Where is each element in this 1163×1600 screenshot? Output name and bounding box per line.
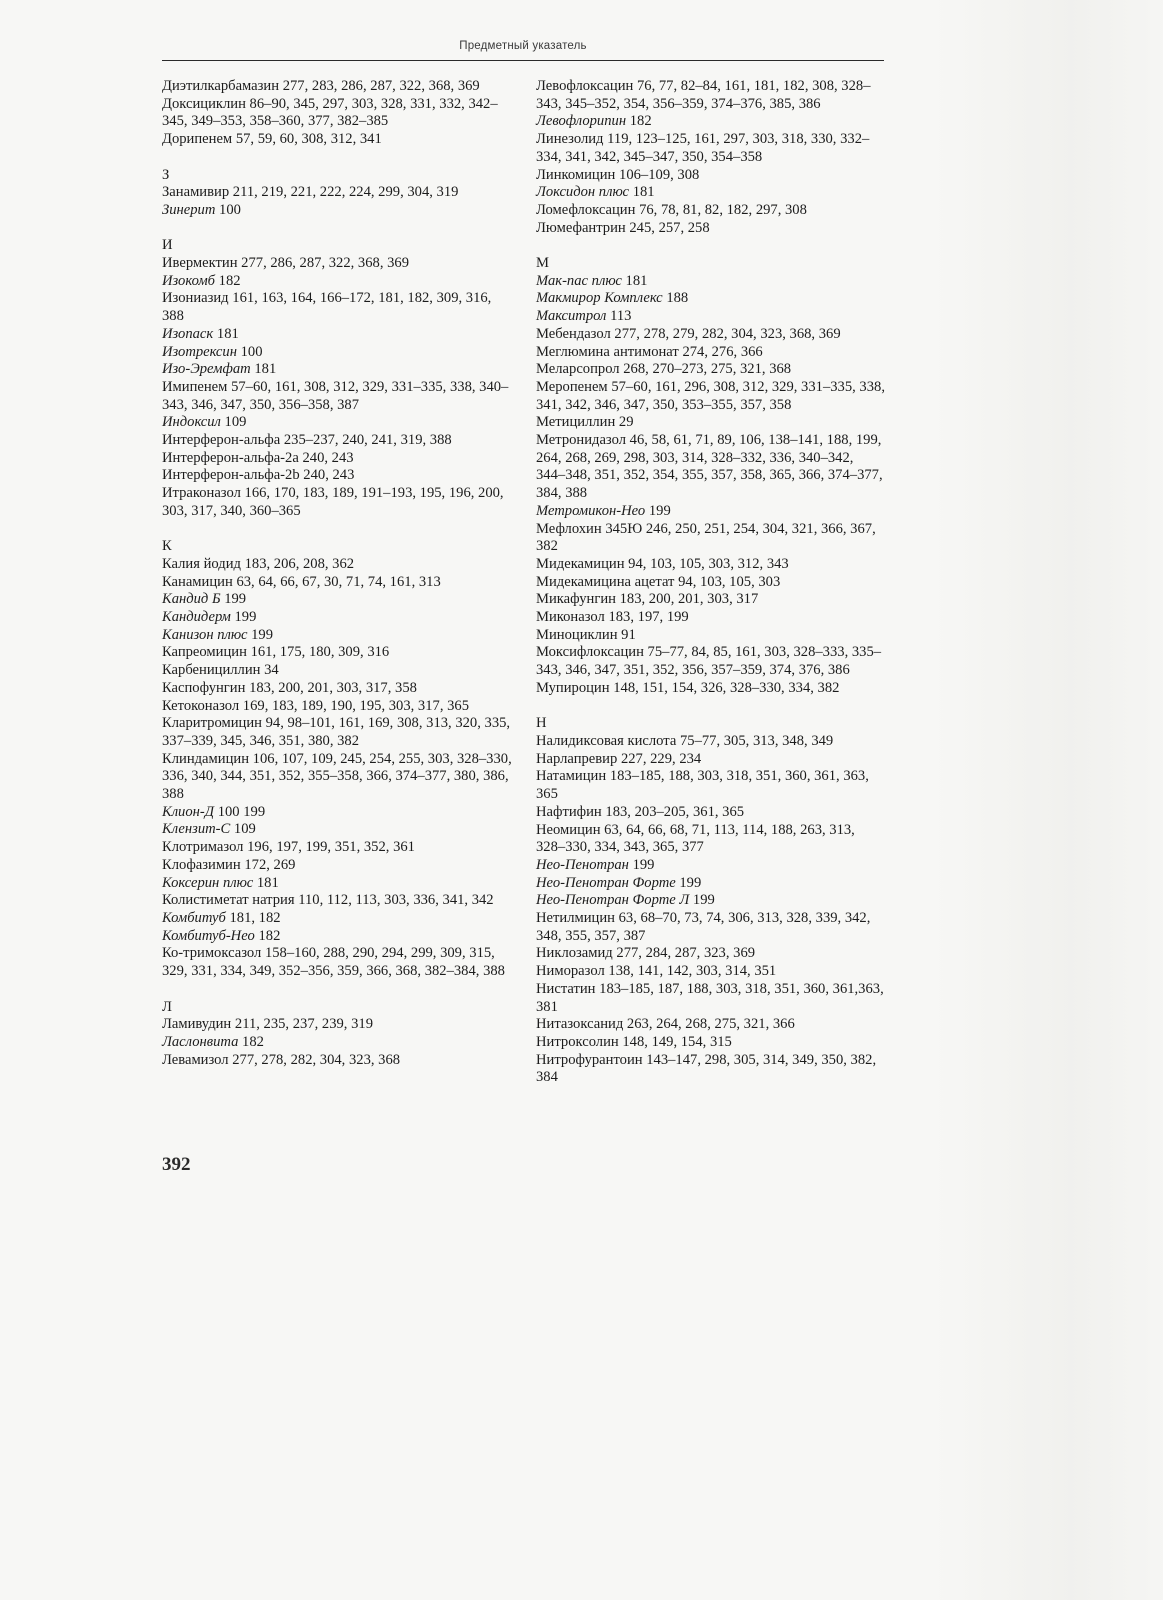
- entry-term: Занамивир: [162, 184, 230, 201]
- index-entry: [536, 432, 886, 503]
- section-letter: М: [536, 255, 549, 272]
- entry-pages: 57–60, 161, 296, 308, 312, 329, 331–335, 338, 341, 342, 346, 347, 350, 353–355, 357, 358: [536, 378, 885, 413]
- entry-term: Колистиметат натрия: [162, 892, 295, 909]
- entry-pages: 182: [629, 113, 652, 130]
- entry-pages: 113: [610, 308, 632, 325]
- entry-term: Налидиксовая кислота: [536, 732, 677, 749]
- entry-term: Микафунгин: [536, 591, 616, 608]
- entry-pages: 199: [648, 502, 671, 519]
- entry-pages: 183–185, 187, 188, 303, 318, 351, 360, 361,363, 381: [536, 980, 884, 1015]
- index-entry: [162, 715, 512, 750]
- index-entry: [162, 1052, 512, 1070]
- entry-term: Изопаск: [162, 325, 214, 342]
- index-entry: [536, 167, 886, 185]
- index-entry: [536, 804, 886, 822]
- entry-term: Нео-Пенотран Форте Л: [536, 892, 690, 909]
- entry-term: Ломефлоксацин: [536, 201, 636, 218]
- index-entry: [536, 910, 886, 945]
- entry-pages: 63, 64, 66, 67, 30, 71, 74, 161, 313: [236, 573, 441, 590]
- index-entry: [162, 379, 512, 414]
- section-gap: [162, 981, 512, 999]
- index-entry: [162, 290, 512, 325]
- entry-pages: 94, 103, 105, 303, 312, 343: [628, 555, 789, 572]
- entry-pages: 196, 197, 199, 351, 352, 361: [247, 839, 415, 856]
- entry-term: Нафтифин: [536, 803, 602, 820]
- entry-pages: 181: [216, 325, 239, 342]
- index-entry: [162, 326, 512, 344]
- index-entry: [536, 875, 886, 893]
- section-letter: Н: [536, 715, 547, 732]
- entry-pages: 199: [251, 626, 273, 643]
- entry-term: Кларитромицин: [162, 715, 262, 732]
- index-entry: [162, 184, 512, 202]
- entry-term: Локсидон плюс: [536, 184, 630, 201]
- entry-pages: 245, 257, 258: [629, 219, 710, 236]
- header-rule: [162, 60, 884, 61]
- entry-term: Натамицин: [536, 768, 607, 785]
- index-entry: [162, 591, 512, 609]
- index-column-right: [536, 78, 886, 1087]
- entry-term: Ламивудин: [162, 1016, 232, 1033]
- index-entry: [162, 485, 512, 520]
- entry-pages: 263, 264, 268, 275, 321, 366: [626, 1016, 795, 1033]
- entry-pages: 277, 284, 287, 323, 369: [616, 945, 756, 962]
- index-entry: [536, 326, 886, 344]
- entry-term: Метициллин: [536, 414, 616, 431]
- index-entry: [162, 627, 512, 645]
- entry-pages: 75–77, 84, 85, 161, 303, 328–333, 335–343, 346, 347, 351, 352, 356, 357–359, 374, 376, 386: [536, 644, 882, 679]
- entry-pages: 100: [240, 343, 263, 360]
- entry-term: Клензит-С: [162, 821, 231, 838]
- entry-term: Клофазимин: [162, 856, 241, 873]
- entry-pages: 75–77, 305, 313, 348, 349: [679, 732, 834, 749]
- section-letter: Л: [162, 998, 172, 1015]
- entry-pages: 274, 276, 366: [682, 343, 763, 360]
- index-entry: [536, 733, 886, 751]
- index-entry: [536, 184, 886, 202]
- entry-pages: 199: [632, 856, 655, 873]
- entry-term: Изониазид: [162, 290, 229, 307]
- entry-term: Мидекамицин: [536, 555, 625, 572]
- page-number: 392: [162, 1154, 191, 1175]
- entry-term: Клотримазол: [162, 839, 244, 856]
- entry-pages: 199: [234, 609, 257, 626]
- entry-term: Комбитуб: [162, 910, 226, 926]
- section-gap: [162, 149, 512, 167]
- index-entry: [536, 644, 886, 679]
- index-entry: [162, 96, 512, 131]
- index-entry: [536, 627, 886, 645]
- entry-pages: 172, 269: [244, 856, 296, 873]
- entry-pages: 277, 283, 286, 287, 322, 368, 369: [282, 78, 480, 94]
- index-entry: [162, 821, 512, 839]
- entry-term: Макмирор Комплекс: [536, 290, 663, 307]
- index-entry: [536, 202, 886, 220]
- index-entry: [536, 414, 886, 432]
- index-entry: [536, 751, 886, 769]
- entry-term: Метромикон-Нео: [536, 502, 646, 519]
- index-entry: [536, 220, 886, 238]
- entry-term: Нео-Пенотран: [536, 856, 629, 873]
- entry-term: Клиндамицин: [162, 750, 250, 767]
- entry-term: Мидекамицина ацетат: [536, 573, 675, 590]
- index-entry: [162, 414, 512, 432]
- index-entry: [162, 273, 512, 291]
- entry-term: Мебендазол: [536, 325, 611, 342]
- running-header: Предметный указатель: [459, 40, 587, 52]
- entry-term: Метронидазол: [536, 432, 626, 449]
- entry-term: Дорипенем: [162, 131, 233, 148]
- entry-pages: 188: [666, 290, 689, 307]
- entry-pages: 211, 219, 221, 222, 224, 299, 304, 319: [232, 184, 459, 201]
- entry-term: Кетоконазол: [162, 697, 240, 714]
- index-entry: [536, 945, 886, 963]
- entry-pages: 199: [692, 892, 715, 909]
- entry-term: Линезолид: [536, 131, 604, 148]
- entry-term: Изотрексин: [162, 343, 237, 360]
- index-entry: [536, 591, 886, 609]
- index-entry: [536, 78, 886, 113]
- entry-pages: 161, 163, 164, 166–172, 181, 182, 309, 316, 388: [162, 290, 492, 325]
- index-entry: [162, 751, 512, 804]
- index-entry: [162, 467, 512, 485]
- entry-pages: 268, 270–273, 275, 321, 368: [623, 361, 792, 378]
- entry-pages: 110, 112, 113, 303, 336, 341, 342: [298, 892, 494, 909]
- index-entry: [162, 574, 512, 592]
- entry-pages: 169, 183, 189, 190, 195, 303, 317, 365: [242, 697, 469, 714]
- entry-pages: 199: [224, 591, 247, 608]
- index-entry: [536, 1016, 886, 1034]
- entry-pages: 183, 200, 201, 303, 317, 358: [249, 679, 417, 696]
- entry-pages: 181: [256, 874, 279, 891]
- entry-term: Никлозамид: [536, 945, 613, 962]
- section-gap: [536, 237, 886, 255]
- entry-term: Миноциклин: [536, 626, 618, 643]
- index-entry: [162, 344, 512, 362]
- entry-term: Интерферон-альфа-2b: [162, 467, 300, 484]
- entry-pages: 235–237, 240, 241, 319, 388: [283, 432, 452, 449]
- index-entry: [536, 1052, 886, 1087]
- entry-term: Нитазоксанид: [536, 1016, 624, 1033]
- index-entry: [162, 804, 512, 822]
- index-entry: [162, 78, 512, 96]
- entry-pages: 100 199: [217, 803, 266, 820]
- entry-term: Изо-Эремфат: [162, 361, 251, 378]
- entry-pages: 183, 206, 208, 362: [244, 555, 355, 572]
- entry-term: Кандидерм: [162, 609, 231, 626]
- index-entry: [162, 361, 512, 379]
- entry-pages: 277, 286, 287, 322, 368, 369: [241, 255, 409, 271]
- entry-term: Макситрол: [536, 308, 607, 325]
- entry-term: Левофлорипин: [536, 113, 627, 130]
- entry-term: Капреомицин: [162, 644, 247, 661]
- section-letter: З: [162, 166, 170, 183]
- entry-pages: 181: [254, 361, 277, 378]
- index-entry: [536, 768, 886, 803]
- entry-pages: 76, 78, 81, 82, 182, 297, 308: [639, 201, 807, 218]
- entry-pages: 34: [264, 662, 279, 679]
- index-entry: [536, 556, 886, 574]
- entry-term: Мупироцин: [536, 679, 610, 696]
- index-entry: [536, 131, 886, 166]
- entry-pages: 181: [632, 184, 655, 201]
- entry-pages: 57–60, 161, 308, 312, 329, 331–335, 338, 340–343, 346, 347, 350, 356–358, 387: [162, 378, 509, 413]
- entry-term: Коксерин плюс: [162, 874, 254, 891]
- index-entry: [536, 680, 886, 698]
- entry-pages: 57, 59, 60, 308, 312, 341: [235, 131, 382, 148]
- entry-pages: 181: [625, 272, 648, 289]
- index-entry: [536, 981, 886, 1016]
- entry-pages: 91: [621, 626, 636, 643]
- entry-pages: 100: [219, 201, 241, 218]
- entry-pages: 106–109, 308: [619, 166, 700, 183]
- index-entry: [162, 910, 512, 928]
- index-entry: [536, 963, 886, 981]
- entry-pages: 158–160, 288, 290, 294, 299, 309, 315, 329, 331, 334, 349, 352–356, 359, 366, 368, 382–384, 388: [162, 945, 505, 980]
- entry-pages: 182: [218, 272, 241, 289]
- entry-term: Нитроксолин: [536, 1033, 619, 1050]
- entry-pages: 109: [224, 414, 247, 431]
- index-entry: [162, 432, 512, 450]
- entry-pages: 94, 98–101, 161, 169, 308, 313, 320, 335, 337–339, 345, 346, 351, 380, 382: [162, 715, 511, 749]
- index-entry: [536, 1034, 886, 1052]
- entry-pages: 181, 182: [229, 910, 281, 926]
- entry-term: Меропенем: [536, 378, 608, 395]
- entry-term: Доксициклин: [162, 95, 246, 112]
- entry-term: Интерферон-альфа: [162, 432, 281, 449]
- entry-term: Ко-тримоксазол: [162, 945, 262, 962]
- index-entry: [162, 450, 512, 468]
- entry-term: Ниморазол: [536, 963, 605, 980]
- entry-term: Интерферон-альфа-2а: [162, 449, 299, 466]
- entry-term: Итраконазол: [162, 485, 241, 502]
- entry-term: Левофлоксацин: [536, 78, 634, 94]
- entry-pages: 86–90, 345, 297, 303, 328, 331, 332, 342–345, 349–353, 358–360, 377, 382–385: [162, 95, 498, 130]
- entry-term: Меларсопрол: [536, 361, 620, 378]
- section-letter: К: [162, 538, 172, 555]
- entry-term: Мефлохин: [536, 520, 602, 537]
- entry-pages: 148, 151, 154, 326, 328–330, 334, 382: [613, 679, 840, 696]
- entry-term: Люмефантрин: [536, 219, 626, 236]
- index-entry: [536, 609, 886, 627]
- index-entry: [536, 503, 886, 521]
- entry-pages: 183, 203–205, 361, 365: [605, 803, 745, 820]
- entry-term: Нитрофурантоин: [536, 1051, 643, 1068]
- entry-term: Зинерит: [162, 201, 216, 218]
- index-entry: [162, 662, 512, 680]
- entry-term: Канизон плюс: [162, 626, 248, 643]
- page-edge-shadow: [933, 0, 1163, 1600]
- entry-pages: 182: [258, 927, 281, 944]
- entry-term: Нео-Пенотран Форте: [536, 874, 676, 891]
- section-gap: [162, 521, 512, 539]
- section-letter: И: [162, 237, 173, 254]
- entry-pages: 109: [233, 821, 256, 838]
- index-entry: [536, 521, 886, 556]
- index-entry: [162, 839, 512, 857]
- entry-pages: 166, 170, 183, 189, 191–193, 195, 196, 200, 303, 317, 340, 360–365: [162, 485, 504, 519]
- entry-term: Диэтилкарбамазин: [162, 78, 280, 94]
- index-entry: [162, 857, 512, 875]
- index-entry: [162, 202, 512, 220]
- entry-pages: 94, 103, 105, 303: [678, 573, 781, 590]
- entry-term: Ласлонвита: [162, 1033, 239, 1050]
- index-entry: [162, 556, 512, 574]
- entry-term: Нетилмицин: [536, 910, 615, 927]
- entry-pages: 240, 243: [302, 449, 354, 466]
- section-gap: [162, 220, 512, 238]
- entry-term: Имипенем: [162, 378, 228, 395]
- entry-pages: 182: [242, 1033, 264, 1050]
- entry-pages: 63, 64, 66, 68, 71, 113, 114, 188, 263, 313, 328–330, 334, 343, 365, 377: [536, 821, 855, 856]
- entry-pages: 161, 175, 180, 309, 316: [250, 644, 390, 661]
- entry-pages: 138, 141, 142, 303, 314, 351: [608, 963, 777, 980]
- index-entry: [536, 113, 886, 131]
- index-entry: [536, 308, 886, 326]
- entry-term: Линкомицин: [536, 166, 616, 183]
- entry-pages: 46, 58, 61, 71, 89, 106, 138–141, 188, 199, 264, 268, 269, 298, 303, 314, 328–332, 336, 340–342, 344–348, 351, 352, 354, 355, 357, 358, 365, 366, 374–377, 384, 388: [536, 432, 883, 502]
- index-entry: [536, 361, 886, 379]
- entry-term: Левамизол: [162, 1051, 229, 1068]
- entry-term: Канамицин: [162, 573, 233, 590]
- entry-term: Меглюмина антимонат: [536, 343, 679, 360]
- index-entry: [536, 344, 886, 362]
- entry-term: Карбенициллин: [162, 662, 261, 679]
- entry-pages: 76, 77, 82–84, 161, 181, 182, 308, 328–343, 345–352, 354, 356–359, 374–376, 385, 386: [536, 78, 871, 112]
- entry-pages: 211, 235, 237, 239, 319: [234, 1016, 373, 1033]
- index-entry: [536, 379, 886, 414]
- index-entry: [162, 680, 512, 698]
- entry-term: Неомицин: [536, 821, 601, 838]
- index-entry: [162, 609, 512, 627]
- entry-term: Клион-Д: [162, 803, 215, 820]
- entry-term: Комбитуб-Нео: [162, 927, 255, 944]
- entry-term: Изокомб: [162, 272, 216, 289]
- index-entry: [536, 290, 886, 308]
- index-column-left: [162, 78, 512, 1069]
- entry-term: Каспофунгин: [162, 679, 246, 696]
- index-entry: [162, 644, 512, 662]
- entry-term: Нарлапревир: [536, 750, 618, 767]
- entry-term: Калия йодид: [162, 555, 241, 572]
- entry-pages: 183, 200, 201, 303, 317: [619, 591, 759, 608]
- entry-pages: 29: [618, 414, 634, 431]
- index-entry: [536, 892, 886, 910]
- entry-pages: 183, 197, 199: [608, 609, 689, 626]
- index-entry: [536, 857, 886, 875]
- entry-term: Кандид Б: [162, 591, 221, 608]
- index-entry: [162, 698, 512, 716]
- index-entry: [162, 131, 512, 149]
- entry-pages: 227, 229, 234: [620, 750, 702, 767]
- section-gap: [536, 698, 886, 716]
- entry-pages: 148, 149, 154, 315: [622, 1033, 732, 1050]
- entry-pages: 277, 278, 279, 282, 304, 323, 368, 369: [614, 325, 841, 342]
- entry-pages: 143–147, 298, 305, 314, 349, 350, 382, 384: [536, 1051, 877, 1086]
- entry-term: Индоксил: [162, 414, 221, 431]
- entry-term: Ивермектин: [162, 255, 238, 271]
- entry-pages: 345Ю 246, 250, 251, 254, 304, 321, 366, 367, 382: [536, 520, 876, 555]
- entry-term: Нистатин: [536, 980, 596, 997]
- index-entry: [162, 1016, 512, 1034]
- entry-pages: 277, 278, 282, 304, 323, 368: [232, 1051, 401, 1068]
- index-entry: [536, 822, 886, 857]
- index-entry: [536, 574, 886, 592]
- index-entry: [162, 945, 512, 980]
- entry-pages: 199: [679, 874, 702, 891]
- index-entry: [162, 892, 512, 910]
- entry-term: Моксифлоксацин: [536, 644, 644, 661]
- entry-term: Мак-пас плюс: [536, 272, 622, 289]
- index-entry: [162, 875, 512, 893]
- entry-pages: 119, 123–125, 161, 297, 303, 318, 330, 332–334, 341, 342, 345–347, 350, 354–358: [536, 131, 870, 165]
- index-entry: [162, 928, 512, 946]
- entry-term: Миконазол: [536, 609, 605, 626]
- entry-pages: 183–185, 188, 303, 318, 351, 360, 361, 363, 365: [536, 768, 869, 803]
- entry-pages: 63, 68–70, 73, 74, 306, 313, 328, 339, 342, 348, 355, 357, 387: [536, 910, 871, 944]
- index-entry: [162, 255, 512, 273]
- index-entry: [162, 1034, 512, 1052]
- entry-pages: 106, 107, 109, 245, 254, 255, 303, 328–330, 336, 340, 344, 351, 352, 355–358, 366, 374–377, 380, 386, 388: [162, 750, 512, 803]
- entry-pages: 240, 243: [303, 467, 355, 484]
- index-entry: [536, 273, 886, 291]
